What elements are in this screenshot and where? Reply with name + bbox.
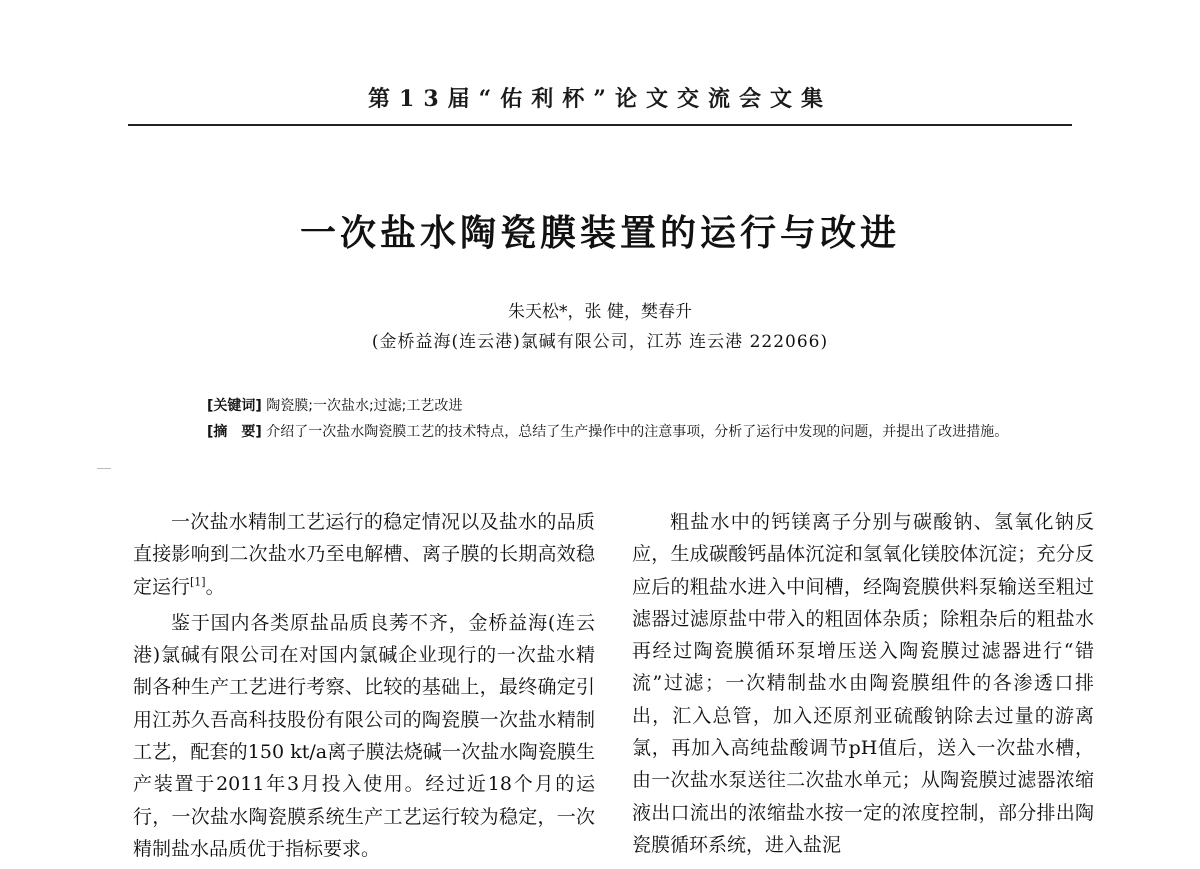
reference-marker: [1] [190,575,206,589]
keywords-text: 陶瓷膜;一次盐水;过滤;工艺改进 [266,398,463,414]
paper-authors: 朱天松*，张 健，樊春升 [508,302,692,322]
body-text: 。 [205,575,225,598]
abstract-text: 介绍了一次盐水陶瓷膜工艺的技术特点，总结了生产操作中的注意事项，分析了运行中发现的问题，并提出了改进措施。 [266,424,1009,440]
body-column-right [632,506,1094,865]
abstract-block [172,420,1067,444]
keywords-block [207,395,1067,415]
keywords-label: [关键词] [207,398,262,414]
paper-title: 一次盐水陶瓷膜装置的运行与改进 [299,212,900,254]
paper-affiliation: (金桥益海(连云港)氯碱有限公司，江苏 连云港 222066) [371,332,829,352]
body-text: 一次盐水精制工艺运行的稳定情况以及盐水的品质直接影响到二次盐水乃至电解槽、离子膜的长期高效稳定运行 [133,511,595,598]
margin-mark [97,468,111,469]
body-column-left [133,506,595,869]
running-header: 第13届“佑利杯”论文交流会文集 [368,86,832,112]
body-paragraph [133,506,595,603]
body-paragraph: 粗盐水中的钙镁离子分别与碳酸钠、氢氧化钠反应，生成碳酸钙晶体沉淀和氢氧化镁胶体沉淀；充分反应后的粗盐水进入中间槽，经陶瓷膜供料泵输送至粗过滤器过滤原盐中带入的粗固体杂质；除粗杂后的粗盐水再经过陶瓷膜循环泵增压送入陶瓷膜过滤器进行“错流”过滤；一次精制盐水由陶瓷膜组件的各渗透口排出，汇入总管，加入还原剂亚硫酸钠除去过量的游离氯，再加入高纯盐酸调节pH值后，送入一次盐水槽，由一次盐水泵送往二次盐水单元；从陶瓷膜过滤器浓缩液出口流出的浓缩盐水按一定的浓度控制，部分排出陶瓷膜循环系统，进入盐泥 [632,511,1094,856]
body-paragraph: 鉴于国内各类原盐品质良莠不齐，金桥益海(连云港)氯碱有限公司在对国内氯碱企业现行的一次盐水精制各种生产工艺进行考察、比较的基础上，最终确定引用江苏久吾高科技股份有限公司的陶瓷膜一次盐水精制工艺，配套的150 kt/a离子膜法烧碱一次盐水陶瓷膜生产装置于2011年3月投入使用。经过近18个月的运行，一次盐水陶瓷膜系统生产工艺运行较为稳定，一次精制盐水品质优于指标要求。 [133,611,595,860]
header-rule [128,124,1072,126]
abstract-label: [摘 要] [207,424,262,440]
